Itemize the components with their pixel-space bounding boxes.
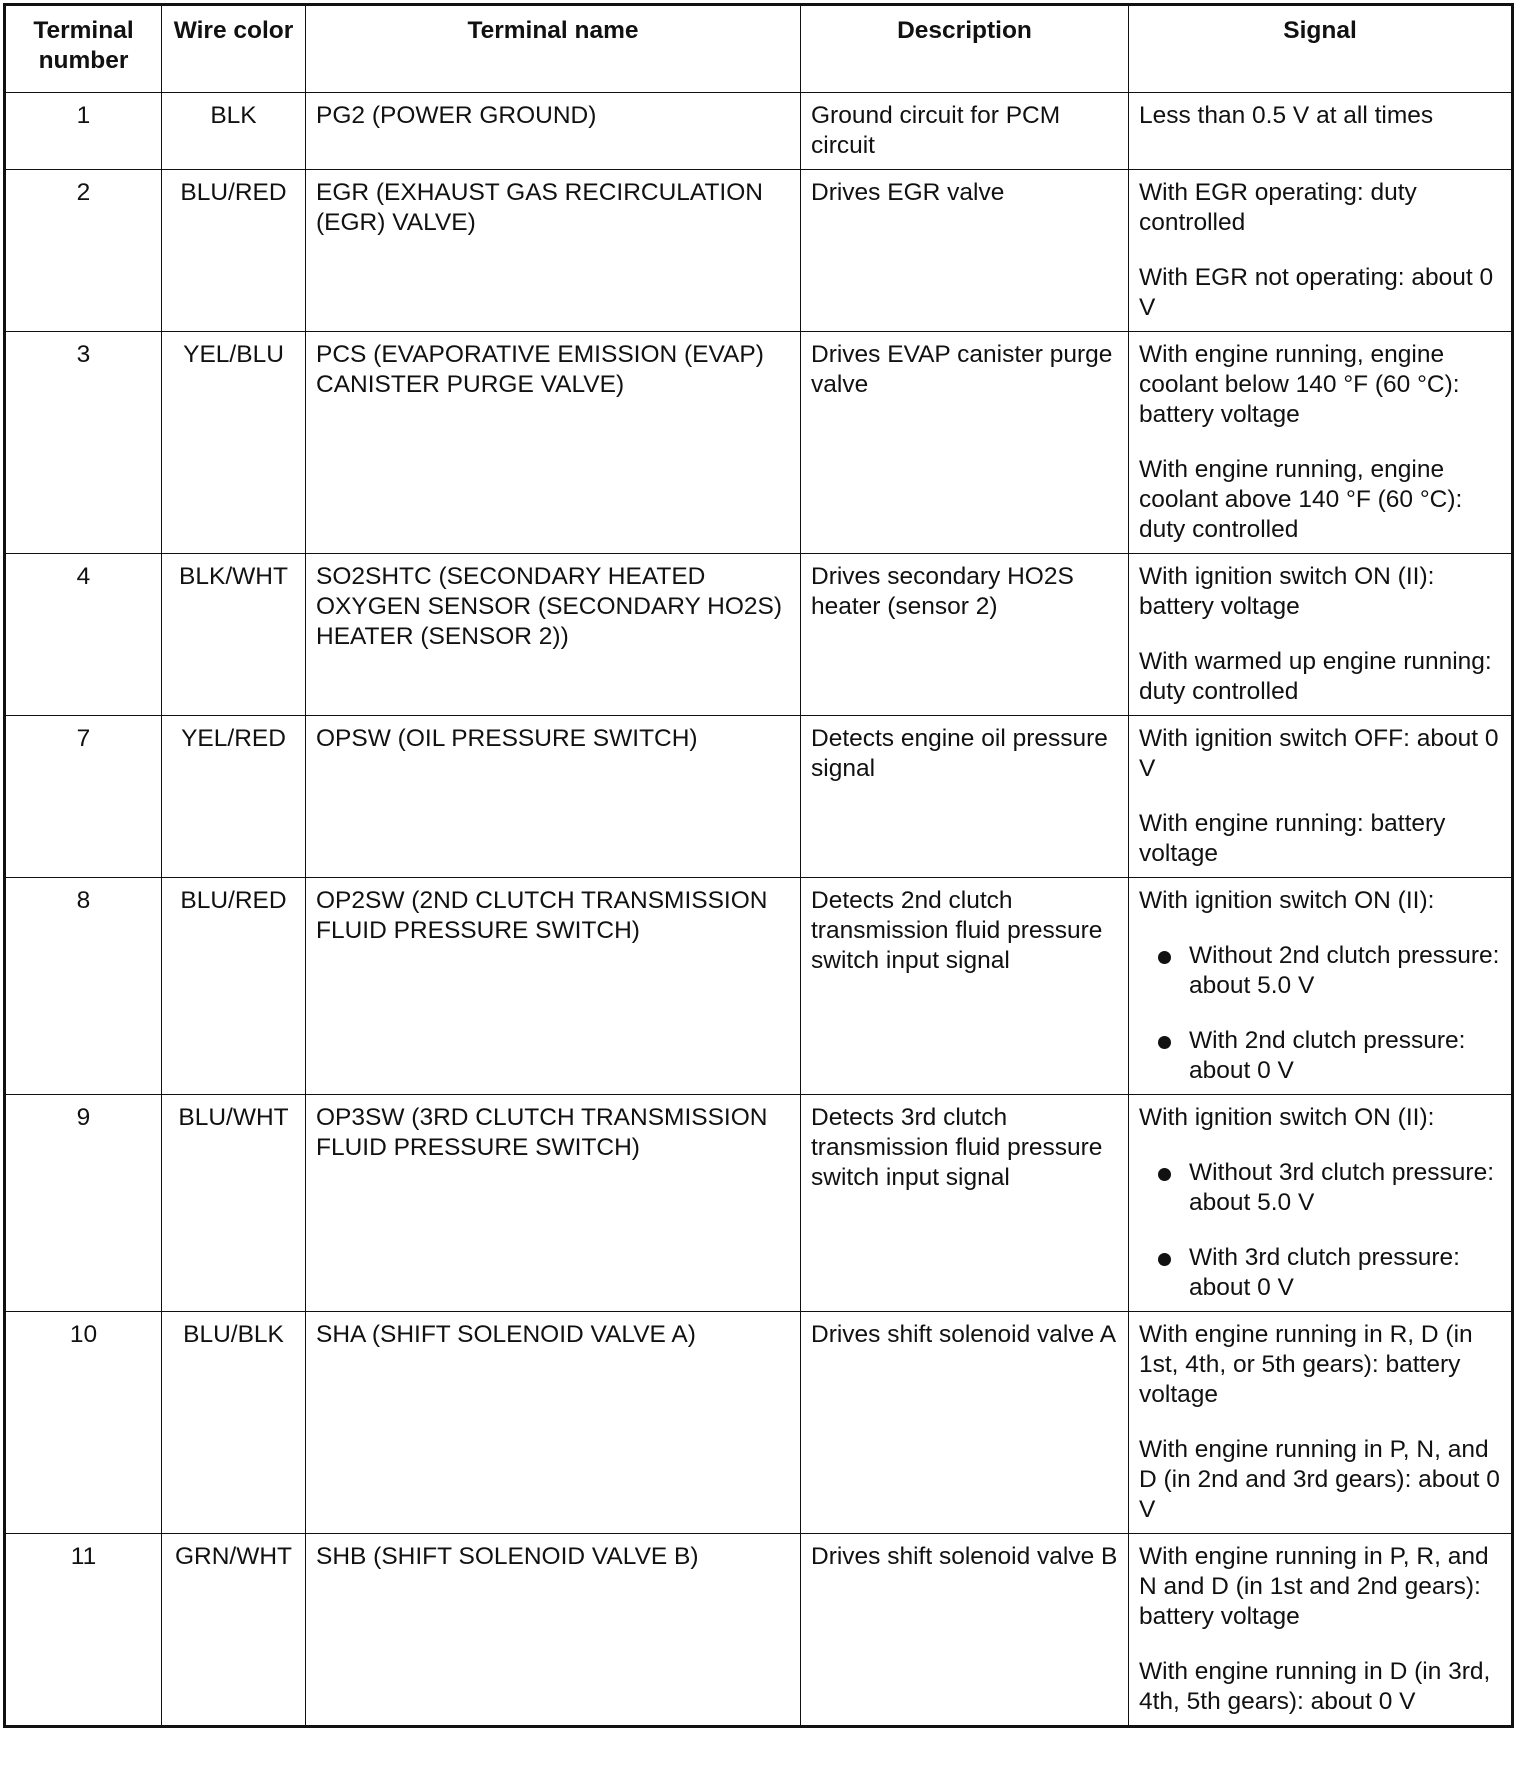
signal-text: With EGR operating: duty controlled <box>1139 179 1417 236</box>
header-terminal-number: Terminal number <box>5 5 162 93</box>
description-cell: Drives shift solenoid valve B <box>801 1534 1129 1727</box>
wire-color-cell: GRN/WHT <box>162 1534 306 1727</box>
signal-text: With ignition switch ON (II): <box>1139 887 1435 914</box>
signal-bullet-item <box>1139 1243 1501 1303</box>
signal-text: With EGR not operating: about 0 V <box>1139 264 1494 321</box>
wire-color-cell: BLU/RED <box>162 878 306 1095</box>
table-row <box>5 716 1513 878</box>
description-cell: Detects 3rd clutch transmission fluid pressure switch input signal <box>801 1095 1129 1312</box>
wire-color-cell: BLU/RED <box>162 170 306 332</box>
terminal-name-cell: PG2 (POWER GROUND) <box>306 93 801 170</box>
signal-cell <box>1129 1534 1513 1727</box>
terminal-name-cell: OP3SW (3RD CLUTCH TRANSMISSION FLUID PRESSURE SWITCH) <box>306 1095 801 1312</box>
pcm-terminal-table <box>3 3 1514 1728</box>
signal-bullet-text: With 2nd clutch pressure: about 0 V <box>1189 1027 1466 1084</box>
bullet-dot-icon <box>1158 951 1171 964</box>
table-header-row <box>5 5 1513 93</box>
bullet-dot-icon <box>1158 1168 1171 1181</box>
signal-text: With engine running in P, R, and N and D (in 1st and 2nd gears): battery voltage <box>1139 1543 1489 1630</box>
header-description: Description <box>801 5 1129 93</box>
signal-text: Less than 0.5 V at all times <box>1139 102 1434 129</box>
signal-text: With engine running in R, D (in 1st, 4th, or 5th gears): battery voltage <box>1139 1321 1473 1408</box>
signal-bullet-text: Without 3rd clutch pressure: about 5.0 V <box>1189 1159 1495 1216</box>
table-row <box>5 1095 1513 1312</box>
signal-bullet-item <box>1139 1158 1501 1218</box>
description-cell: Drives secondary HO2S heater (sensor 2) <box>801 554 1129 716</box>
terminal-number-cell: 9 <box>5 1095 162 1312</box>
signal-bullet-item <box>1139 1026 1501 1086</box>
bullet-dot-icon <box>1158 1253 1171 1266</box>
table-row <box>5 93 1513 170</box>
terminal-name-cell: SO2SHTC (SECONDARY HEATED OXYGEN SENSOR (SECONDARY HO2S) HEATER (SENSOR 2)) <box>306 554 801 716</box>
table-row <box>5 1312 1513 1534</box>
signal-text: With warmed up engine running: duty controlled <box>1139 648 1492 705</box>
table-row <box>5 170 1513 332</box>
wire-color-cell: YEL/RED <box>162 716 306 878</box>
signal-bullet-item <box>1139 941 1501 1001</box>
signal-cell <box>1129 170 1513 332</box>
signal-cell <box>1129 554 1513 716</box>
description-cell: Drives shift solenoid valve A <box>801 1312 1129 1534</box>
signal-text: With ignition switch ON (II): battery voltage <box>1139 563 1435 620</box>
terminal-name-cell: SHB (SHIFT SOLENOID VALVE B) <box>306 1534 801 1727</box>
description-cell: Detects 2nd clutch transmission fluid pressure switch input signal <box>801 878 1129 1095</box>
terminal-number-cell: 8 <box>5 878 162 1095</box>
signal-text: With engine running in P, N, and D (in 2nd and 3rd gears): about 0 V <box>1139 1436 1500 1523</box>
signal-text: With engine running, engine coolant below 140 °F (60 °C): battery voltage <box>1139 341 1460 428</box>
terminal-number-cell: 4 <box>5 554 162 716</box>
description-cell: Detects engine oil pressure signal <box>801 716 1129 878</box>
signal-cell <box>1129 878 1513 1095</box>
description-cell: Ground circuit for PCM circuit <box>801 93 1129 170</box>
signal-text: With ignition switch OFF: about 0 V <box>1139 725 1499 782</box>
signal-bullet-text: With 3rd clutch pressure: about 0 V <box>1189 1244 1460 1301</box>
signal-bullet-list <box>1139 1158 1501 1303</box>
table-row <box>5 878 1513 1095</box>
signal-cell <box>1129 716 1513 878</box>
table-row <box>5 554 1513 716</box>
signal-bullet-list <box>1139 941 1501 1086</box>
table-row <box>5 332 1513 554</box>
description-cell: Drives EGR valve <box>801 170 1129 332</box>
wire-color-cell: BLU/BLK <box>162 1312 306 1534</box>
signal-cell <box>1129 332 1513 554</box>
signal-cell <box>1129 93 1513 170</box>
signal-text: With engine running: battery voltage <box>1139 810 1446 867</box>
terminal-name-cell: SHA (SHIFT SOLENOID VALVE A) <box>306 1312 801 1534</box>
signal-text: With ignition switch ON (II): <box>1139 1104 1435 1131</box>
signal-cell <box>1129 1095 1513 1312</box>
table-body <box>5 93 1513 1727</box>
terminal-name-cell: OP2SW (2ND CLUTCH TRANSMISSION FLUID PRESSURE SWITCH) <box>306 878 801 1095</box>
wire-color-cell: BLK <box>162 93 306 170</box>
signal-text: With engine running in D (in 3rd, 4th, 5th gears): about 0 V <box>1139 1658 1491 1715</box>
terminal-number-cell: 10 <box>5 1312 162 1534</box>
header-signal: Signal <box>1129 5 1513 93</box>
terminal-table-container <box>3 3 1511 1728</box>
signal-text: With engine running, engine coolant above 140 °F (60 °C): duty controlled <box>1139 456 1463 543</box>
terminal-number-cell: 7 <box>5 716 162 878</box>
wire-color-cell: YEL/BLU <box>162 332 306 554</box>
wire-color-cell: BLU/WHT <box>162 1095 306 1312</box>
terminal-name-cell: EGR (EXHAUST GAS RECIRCULATION (EGR) VALVE) <box>306 170 801 332</box>
terminal-number-cell: 1 <box>5 93 162 170</box>
terminal-name-cell: OPSW (OIL PRESSURE SWITCH) <box>306 716 801 878</box>
header-terminal-name: Terminal name <box>306 5 801 93</box>
terminal-number-cell: 2 <box>5 170 162 332</box>
signal-cell <box>1129 1312 1513 1534</box>
bullet-dot-icon <box>1158 1036 1171 1049</box>
terminal-number-cell: 3 <box>5 332 162 554</box>
signal-bullet-text: Without 2nd clutch pressure: about 5.0 V <box>1189 942 1500 999</box>
description-cell: Drives EVAP canister purge valve <box>801 332 1129 554</box>
terminal-name-cell: PCS (EVAPORATIVE EMISSION (EVAP) CANISTER PURGE VALVE) <box>306 332 801 554</box>
header-wire-color: Wire color <box>162 5 306 93</box>
wire-color-cell: BLK/WHT <box>162 554 306 716</box>
terminal-number-cell: 11 <box>5 1534 162 1727</box>
table-row <box>5 1534 1513 1727</box>
